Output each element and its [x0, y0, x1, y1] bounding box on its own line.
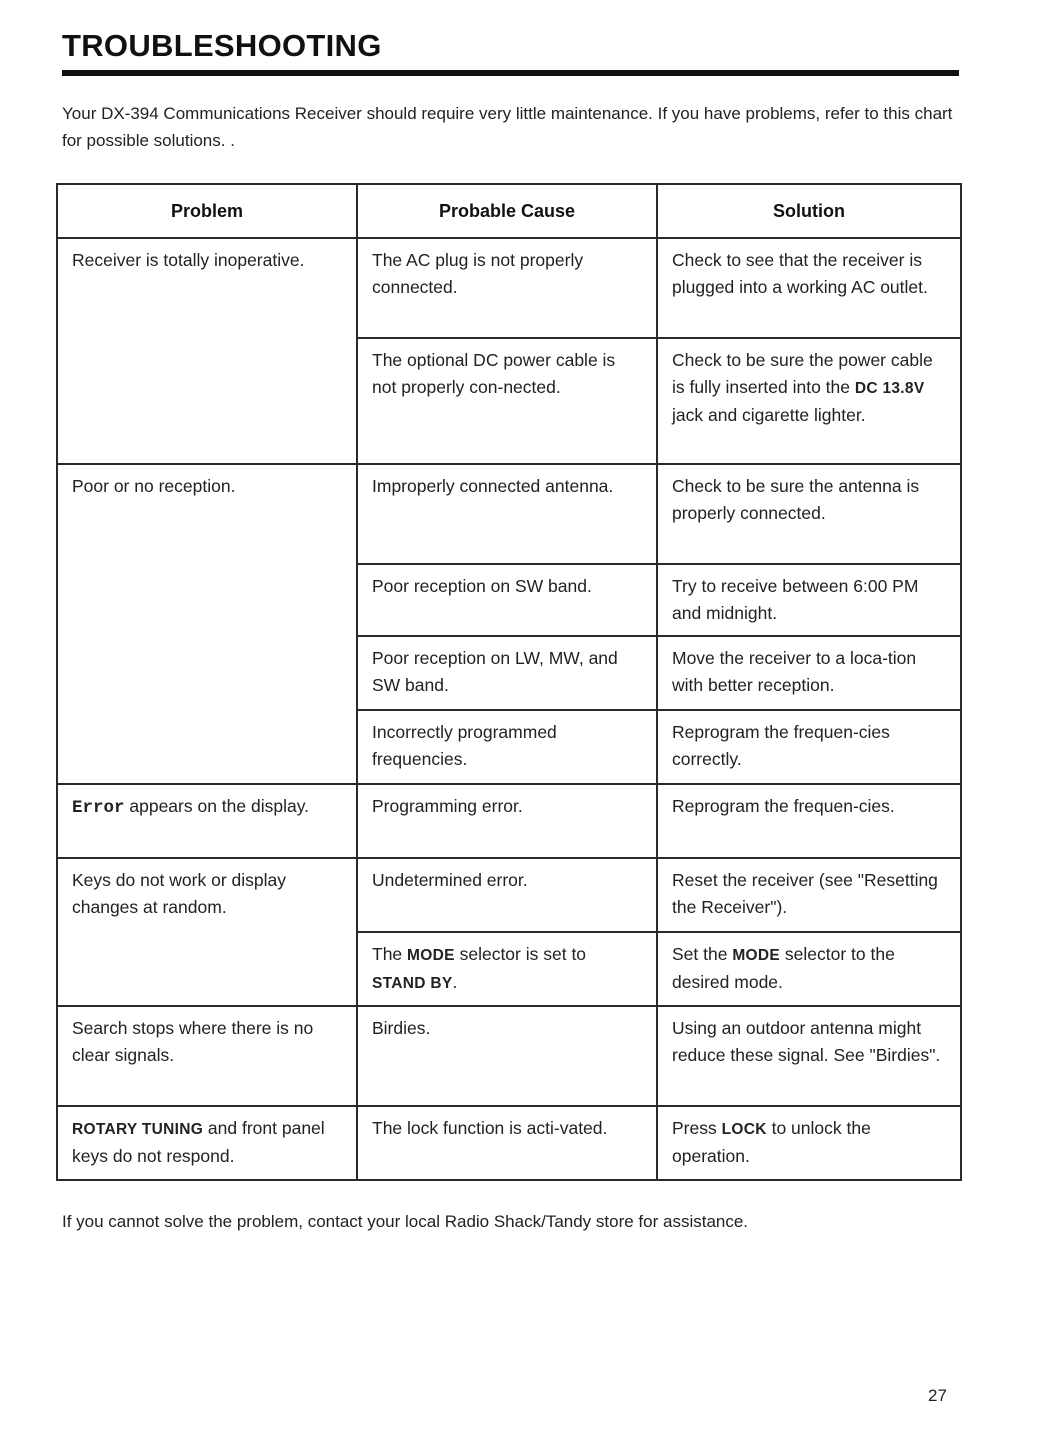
table-row	[57, 784, 961, 858]
intro-paragraph: Your DX-394 Communications Receiver should require very little maintenance. If you have problems, refer to this chart for possible solutions. .	[62, 104, 953, 150]
problem-text: and front panel keys do not respond.	[72, 1118, 325, 1166]
solution-cell	[657, 1106, 961, 1180]
table-row	[57, 858, 961, 932]
problem-cell	[57, 784, 357, 858]
cause-cell: The optional DC power cable is not properly con-nected.	[357, 338, 657, 464]
cause-cell: Improperly connected antenna.	[357, 464, 657, 564]
solution-cell: Try to receive between 6:00 PM and midnight.	[657, 564, 961, 636]
footer-note: If you cannot solve the problem, contact your local Radio Shack/Tandy store for assistance.	[62, 1212, 749, 1231]
table-row	[57, 1006, 961, 1106]
header-cause: Probable Cause	[357, 184, 657, 238]
cause-cell: Incorrectly programmed frequencies.	[357, 710, 657, 784]
solution-cell: Reprogram the frequen-cies.	[657, 784, 961, 858]
solution-text: selector to the desired mode.	[672, 944, 895, 992]
solution-cell	[657, 338, 961, 464]
header-solution: Solution	[657, 184, 961, 238]
page-title: TROUBLESHOOTING	[62, 28, 382, 63]
mode-label: MODE	[407, 947, 455, 964]
cause-cell: Birdies.	[357, 1006, 657, 1106]
mode-label: MODE	[732, 947, 781, 964]
error-display-text: Error	[72, 798, 125, 818]
table-row	[57, 464, 961, 564]
cause-cell: Undetermined error.	[357, 858, 657, 932]
cause-cell: Poor reception on LW, MW, and SW band.	[357, 636, 657, 710]
solution-cell: Reprogram the frequen-cies correctly.	[657, 710, 961, 784]
troubleshooting-table	[56, 183, 962, 1181]
solution-text: Press	[672, 1118, 722, 1138]
solution-cell	[657, 932, 961, 1006]
solution-cell: Check to be sure the antenna is properly connected.	[657, 464, 961, 564]
cause-cell: The AC plug is not properly connected.	[357, 238, 657, 338]
problem-cell: Poor or no reception.	[57, 464, 357, 784]
table-row	[57, 238, 961, 338]
cause-cell: The lock function is acti-vated.	[357, 1106, 657, 1180]
problem-cell: Receiver is totally inoperative.	[57, 238, 357, 464]
solution-text: to unlock the operation.	[672, 1118, 871, 1166]
header-problem: Problem	[57, 184, 357, 238]
solution-cell: Move the receiver to a loca-tion with better reception.	[657, 636, 961, 710]
solution-text: jack and cigarette lighter.	[672, 405, 866, 425]
jack-label: DC 13.8V	[854, 380, 925, 397]
solution-text: Check to be sure the power cable is fully inserted into the	[672, 350, 933, 397]
cause-cell: Poor reception on SW band.	[357, 564, 657, 636]
standby-label: STAND BY	[372, 975, 453, 992]
problem-cell	[57, 1106, 357, 1180]
problem-cell: Keys do not work or display changes at random.	[57, 858, 357, 1006]
problem-cell: Search stops where there is no clear signals.	[57, 1006, 357, 1106]
cause-text: .	[452, 972, 458, 992]
problem-text: appears on the display.	[124, 796, 310, 816]
solution-cell: Using an outdoor antenna might reduce these signal. See "Birdies".	[657, 1006, 961, 1106]
table-header-row	[57, 184, 961, 238]
solution-cell: Reset the receiver (see "Resetting the Receiver").	[657, 858, 961, 932]
cause-text: selector is set to	[454, 944, 587, 964]
table-row	[57, 1106, 961, 1180]
solution-text: Set the	[672, 944, 733, 964]
cause-cell	[357, 932, 657, 1006]
rotary-tuning-label: ROTARY TUNING	[72, 1121, 204, 1138]
solution-cell: Check to see that the receiver is plugged into a working AC outlet.	[657, 238, 961, 338]
cause-cell: Programming error.	[357, 784, 657, 858]
lock-label: LOCK	[721, 1121, 767, 1138]
title-rule	[62, 70, 959, 76]
page-number: 27	[928, 1386, 947, 1405]
cause-text: The	[372, 944, 408, 964]
